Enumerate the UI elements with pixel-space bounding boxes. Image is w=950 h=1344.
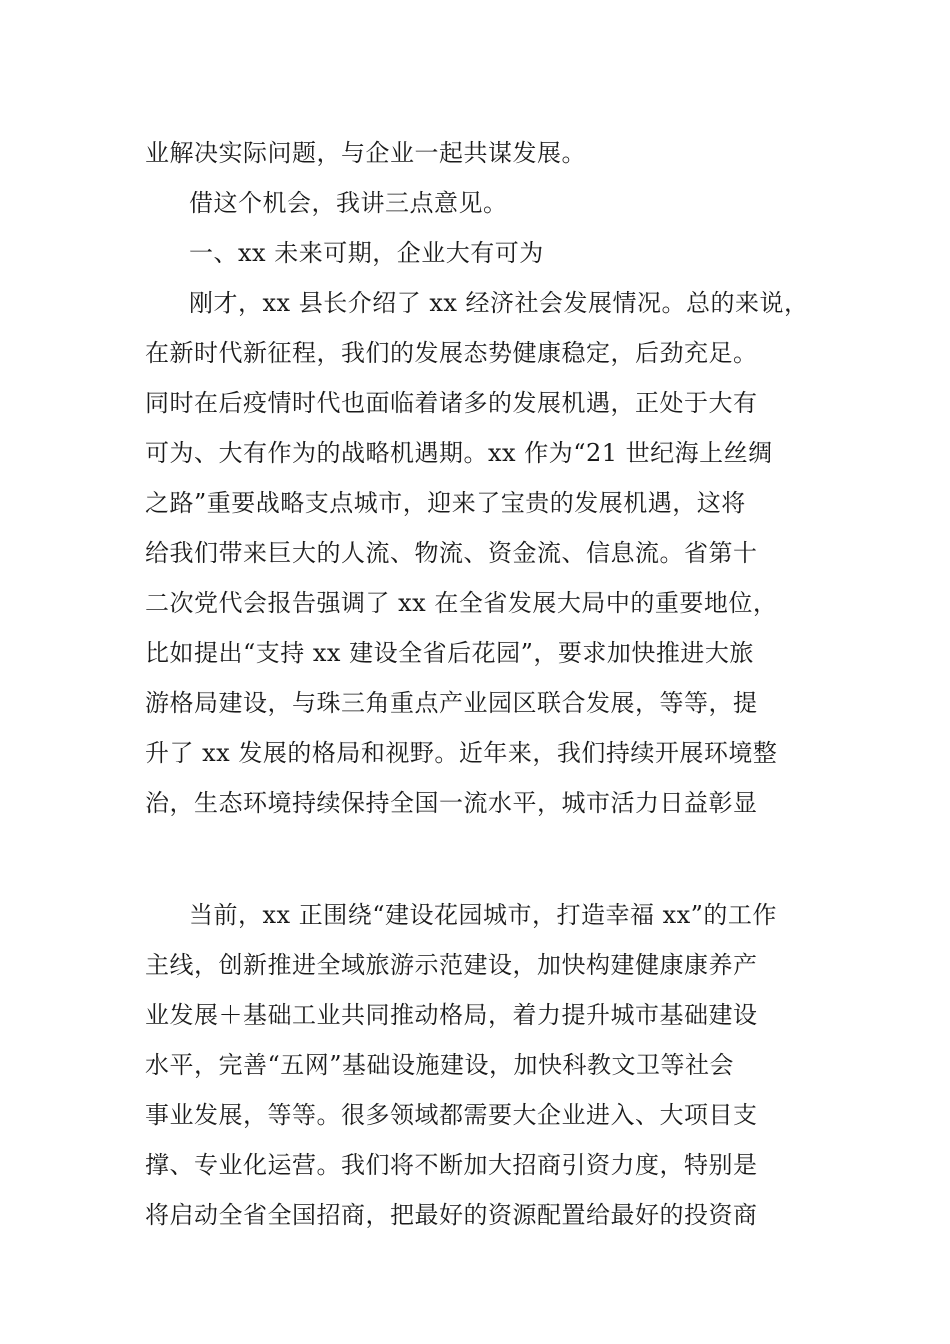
- paragraph-line: 业发展＋基础工业共同推动格局，着力提升城市基础建设: [145, 1001, 758, 1029]
- paragraph-line: 主线，创新推进全域旅游示范建设，加快构建健康康养产: [145, 951, 758, 979]
- paragraph-line: 游格局建设，与珠三角重点产业园区联合发展，等等，提: [145, 689, 758, 717]
- paragraph-line: 可为、大有作为的战略机遇期。xx 作为“21 世纪海上丝绸: [145, 439, 773, 467]
- intro-line: 借这个机会，我讲三点意见。: [189, 189, 508, 217]
- paragraph-line: 同时在后疫情时代也面临着诸多的发展机遇，正处于大有: [145, 389, 758, 417]
- document-body: [145, 128, 825, 1240]
- paragraph-line: 当前，xx 正围绕“建设花园城市，打造幸福 xx”的工作: [189, 901, 777, 929]
- paragraph-line: 刚才，xx 县长介绍了 xx 经济社会发展情况。总的来说，: [189, 289, 809, 317]
- paragraph-line: 比如提出“支持 xx 建设全省后花园”，要求加快推进大旅: [145, 639, 754, 667]
- paragraph-line: 升了 xx 发展的格局和视野。近年来，我们持续开展环境整: [145, 739, 778, 767]
- paragraph-line: 之路”重要战略支点城市，迎来了宝贵的发展机遇，这将: [145, 489, 746, 517]
- paragraph-line: 给我们带来巨大的人流、物流、资金流、信息流。省第十: [145, 539, 758, 567]
- paragraph-line: 二次党代会报告强调了 xx 在全省发展大局中的重要地位，: [145, 589, 778, 617]
- paragraph-continuation-line: 业解决实际问题，与企业一起共谋发展。: [145, 139, 586, 167]
- section-heading: 一、xx 未来可期，企业大有可为: [189, 239, 544, 267]
- paragraph-line: 在新时代新征程，我们的发展态势健康稳定，后劲充足。: [145, 339, 758, 367]
- paragraph-line: 撑、专业化运营。我们将不断加大招商引资力度，特别是: [145, 1151, 758, 1179]
- paragraph-line: 水平，完善“五网”基础设施建设，加快科教文卫等社会: [145, 1051, 735, 1079]
- paragraph-line: 事业发展，等等。很多领域都需要大企业进入、大项目支: [145, 1101, 758, 1129]
- paragraph-line: 治，生态环境持续保持全国一流水平，城市活力日益彰显: [145, 789, 758, 817]
- paragraph-line: 将启动全省全国招商，把最好的资源配置给最好的投资商: [145, 1201, 758, 1229]
- paragraph-gap: [145, 828, 825, 890]
